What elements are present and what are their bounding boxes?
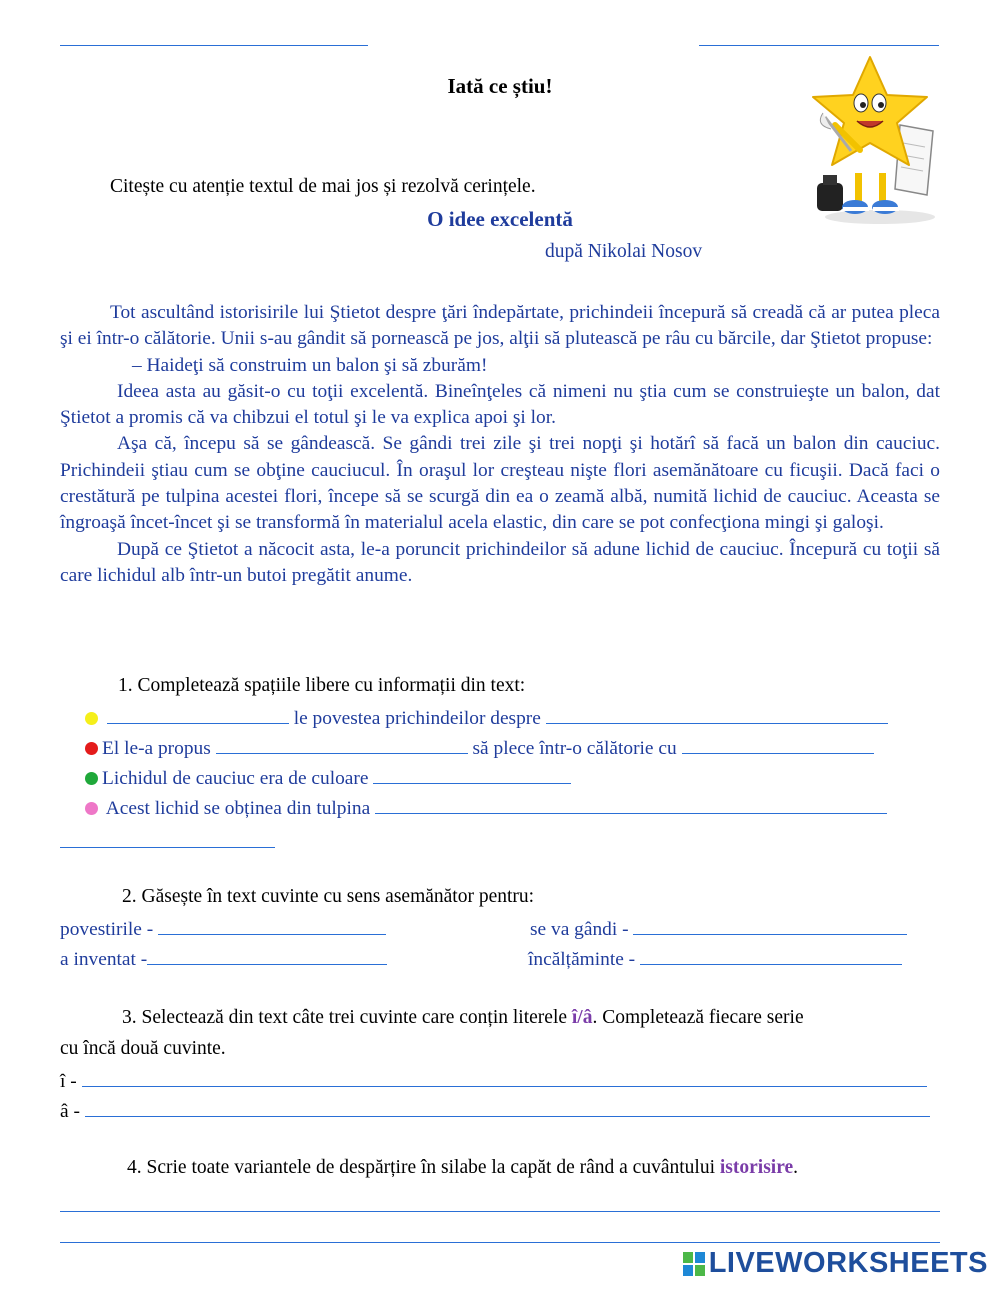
green-dot-icon	[85, 772, 98, 785]
name-line[interactable]	[60, 45, 368, 46]
q1-row1-text: le povestea prichindeilor despre	[293, 708, 541, 729]
q2-item-1	[60, 916, 386, 941]
liveworksheets-logo-text: LIVEWORKSHEETS	[708, 1247, 988, 1279]
q2-blank-3[interactable]	[147, 946, 387, 965]
story-paragraph: După ce Ştietot a năcocit asta, le-a poruncit prichindeilor să adune lichid de cauciuc. Începură cu toţii să care lichidul alb într-un butoi pregătit anume.	[60, 538, 940, 586]
q1-row-3	[85, 765, 571, 790]
q2-blank-4[interactable]	[640, 946, 902, 965]
q1-row2-text-a: El le-a propus	[102, 738, 211, 759]
q4-answer-line-2[interactable]	[60, 1242, 940, 1243]
q2-word-3: a inventat -	[60, 949, 148, 970]
date-line[interactable]	[699, 45, 939, 46]
q1-row4-text: Acest lichid se obținea din tulpina	[105, 798, 371, 819]
q3-blank-i[interactable]	[82, 1068, 927, 1087]
q4-answer-line-1[interactable]	[60, 1211, 940, 1212]
q3-label-i: î -	[60, 1071, 77, 1092]
story-paragraph: Tot ascultând istorisirile lui Ştietot despre ţări îndepărtate, prichindeii începură să creadă că ar putea pleca şi ei într-o călătorie. Unii s-au gândit să pornească pe jos, alţii să plutească pe râu cu bărcile, dar Ştietot propuse:	[60, 302, 940, 350]
q4-word: istorisire	[719, 1157, 794, 1178]
q1-row4-blank[interactable]	[375, 795, 887, 814]
yellow-dot-icon	[85, 712, 98, 725]
star-mascot-illustration	[805, 55, 945, 230]
q1-prompt: 1. Completează spațiile libere cu informații din text:	[118, 675, 526, 696]
q4-prompt-text-b: .	[793, 1157, 799, 1178]
story-text	[60, 300, 940, 589]
liveworksheets-logo-icon	[683, 1252, 705, 1276]
page-title: Iată ce știu!	[447, 74, 553, 98]
q1-row3-text: Lichidul de cauciuc era de culoare	[102, 768, 369, 789]
q2-prompt: 2. Găsește în text cuvinte cu sens asemănător pentru:	[122, 886, 535, 907]
q3-row-i	[60, 1068, 927, 1093]
q2-blank-2[interactable]	[633, 916, 907, 935]
q2-item-4	[528, 946, 902, 971]
q3-row-a	[60, 1098, 930, 1123]
q1-row-1	[85, 705, 888, 730]
q3-prompt-text-b: . Completează fiecare serie	[592, 1007, 804, 1028]
q3-prompt	[122, 1007, 804, 1029]
story-paragraph: Ideea asta au găsit-o cu toţii excelentă. Bineînţeles că nimeni nu ştia cum se construieşte un balon, dat Ştietot a promis că va chibzui el totul şi le va explica apoi şi lor.	[60, 380, 940, 429]
story-title: O idee excelentă	[427, 207, 573, 231]
q3-label-a: â -	[60, 1101, 80, 1122]
q3-letters: î/â	[571, 1007, 593, 1028]
q1-row-4	[85, 795, 887, 820]
q1-row2-blank-b[interactable]	[682, 735, 874, 754]
instruction-text: Citește cu atenție textul de mai jos și rezolvă cerințele.	[110, 176, 536, 197]
q1-row4-blank-continued[interactable]	[60, 847, 275, 848]
q3-prompt-continued: cu încă două cuvinte.	[60, 1038, 226, 1059]
q1-row2-blank-a[interactable]	[216, 735, 468, 754]
q2-item-2	[530, 916, 907, 941]
q3-prompt-text-a: 3. Selectează din text câte trei cuvinte care conțin literele	[122, 1007, 568, 1028]
q4-prompt-text-a: 4. Scrie toate variantele de despărțire în silabe la capăt de rând a cuvântului	[127, 1157, 715, 1178]
liveworksheets-logo	[683, 1247, 988, 1280]
q1-row-2	[85, 735, 874, 760]
pink-dot-icon	[85, 802, 98, 815]
q1-row3-blank[interactable]	[373, 765, 571, 784]
q1-row2-text-b: să plece într-o călătorie cu	[472, 738, 677, 759]
q1-row1-blank-a[interactable]	[107, 705, 289, 724]
story-paragraph: Aşa că, începu să se gândească. Se gândi trei zile şi trei nopţi şi hotărî să facă un balon din cauciuc. Prichindeii ştiau cum se obţine cauciucul. În oraşul lor creşteau nişte flori asemănătoare cu ficuşii. Dacă faci o crestătură pe tulpina acestei flori, începe să se scurgă din ea o zeamă albă, numită lichid de cauciuc. Aceasta se îngroaşă încet-încet şi se transformă în materialul acela elastic, din care se pot confecţiona mingi şi galoşi.	[60, 433, 940, 534]
red-dot-icon	[85, 742, 98, 755]
q2-word-2: se va gândi -	[530, 919, 629, 940]
story-paragraph: – Haideţi să construim un balon şi să zburăm!	[132, 354, 488, 376]
q2-item-3	[60, 946, 387, 971]
q3-blank-a[interactable]	[85, 1098, 930, 1117]
q2-word-1: povestirile -	[60, 919, 154, 940]
q2-blank-1[interactable]	[158, 916, 386, 935]
q1-row1-blank-b[interactable]	[546, 705, 888, 724]
q4-prompt	[127, 1157, 798, 1179]
q2-word-4: încălțăminte -	[528, 949, 636, 970]
story-author: după Nikolai Nosov	[545, 241, 703, 262]
